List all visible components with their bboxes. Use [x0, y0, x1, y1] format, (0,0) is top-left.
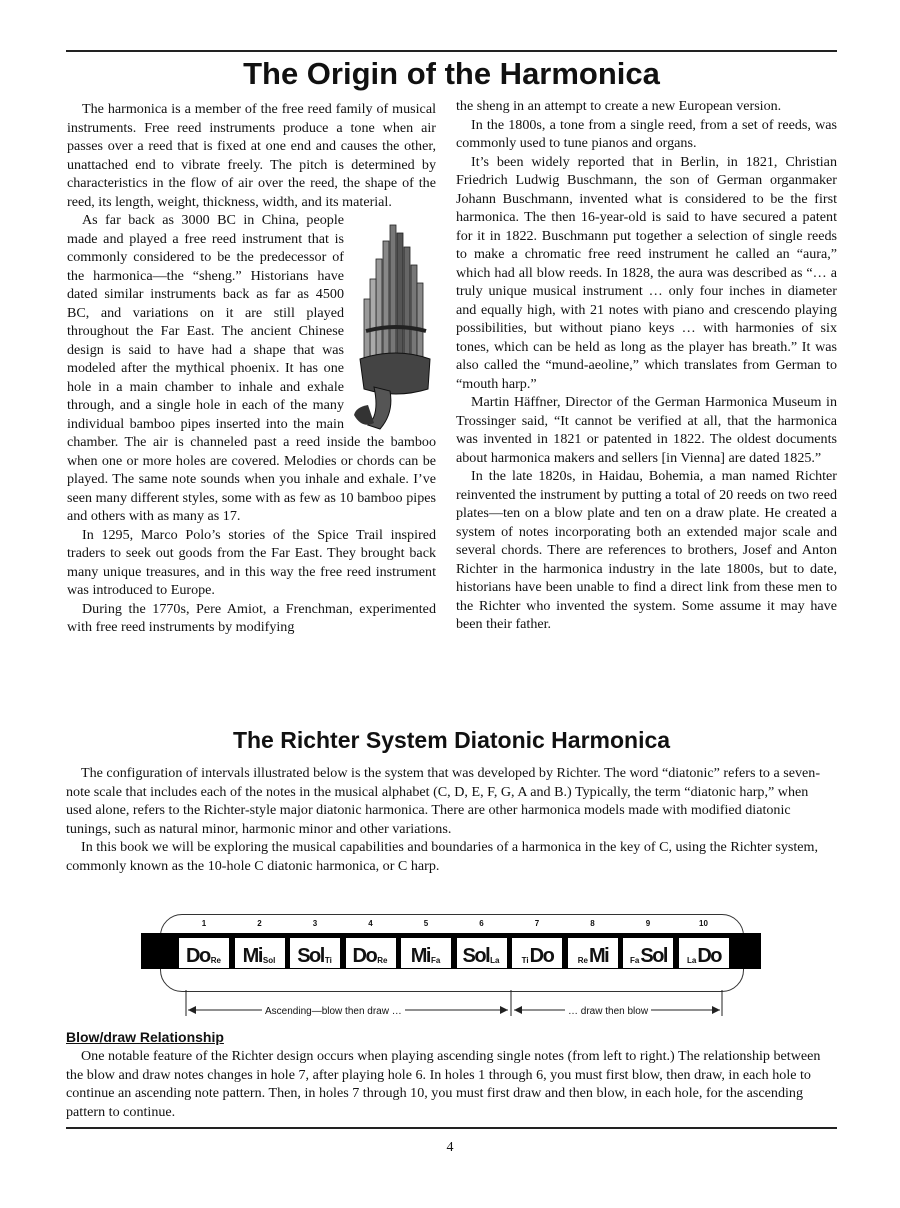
draw-note: Re	[577, 956, 588, 965]
paragraph: During the 1770s, Pere Amiot, a Frenchman, experimented with free reed instruments by modifying	[67, 600, 436, 635]
richter-section-body	[66, 764, 837, 875]
hole-number: 7	[534, 919, 540, 928]
harmonica-hole	[290, 938, 340, 968]
harmonica-hole	[568, 938, 618, 968]
draw-note: La	[686, 956, 697, 965]
paragraph: Martin Häffner, Director of the German Harmonica Museum in Trossinger said, “It cannot be verified at all, that the harmonica was invented in 1821 or patented in 1822. The oldest documents about harmonica makers and sellers [in Vienna] are dated 1825.”	[456, 394, 837, 466]
paragraph: It’s been widely reported that in Berlin, in 1821, Christian Friedrich Ludwig Buschmann, the son of German organmaker Johann Buschmann, invented what is considered to be the first harmonica. The then 16-year-old is said to have secured a patent for it in 1822. Buschmann put together a selection of single reeds to make a chromatic free reed instrument he called an “aura,” which had all blow reeds. In 1828, the aura was described as “… a truly unique musical instrument … only four inches in diameter and equally high, with 21 notes with piano and crescendo playing possibilities, but without piano keys … with harmonies of six tones, which can be held as long as the player has breath.” It was also called the “mund-aeoline,” which translates from German to “mouth harp.”	[456, 153, 837, 392]
paragraph: One notable feature of the Richter design occurs when playing ascending single notes (from left to right.) The relationship between the blow and draw notes changes in hole 7, after playing hole 6. In holes 1 through 6, you must first blow, then draw, in each hole to continue an ascending note pattern. Then, in holes 7 through 10, you must first draw and then blow, in each hole, for the ascending pattern to continue.	[66, 1048, 821, 1120]
ascending-label-left: Ascending—blow then draw …	[262, 1006, 405, 1017]
draw-note: Ti	[324, 956, 332, 965]
hole-number: 1	[201, 919, 207, 928]
draw-note: Fa	[430, 956, 441, 965]
page-title: The Origin of the Harmonica	[243, 56, 660, 91]
draw-note: Re	[210, 956, 221, 965]
harmonica-hole	[179, 938, 229, 968]
paragraph: the sheng in an attempt to create a new European version.	[456, 98, 782, 114]
draw-note: Fa	[630, 956, 640, 965]
harmonica-hole	[457, 938, 507, 968]
hole-number: 4	[368, 919, 373, 928]
sheng-illustration	[350, 219, 442, 431]
hole-number: 9	[645, 919, 651, 928]
paragraph: In this book we will be exploring the musical capabilities and boundaries of a harmonica in the key of C, using the Richter system, commonly known as the 10-hole C diatonic harmonica, or C harp.	[66, 839, 819, 874]
bottom-rule	[66, 1127, 837, 1129]
blow-note: Sol	[462, 945, 490, 967]
ascending-arrows	[176, 990, 736, 1026]
hole-numbers	[176, 919, 731, 931]
hole-number: 8	[590, 919, 595, 928]
draw-note: Ti	[521, 956, 529, 965]
blow-note: Do	[352, 945, 377, 967]
blow-note: Sol	[640, 945, 667, 967]
page-number: 4	[446, 1140, 454, 1155]
blow-note: Sol	[297, 945, 324, 967]
hole-number: 2	[257, 919, 262, 928]
hole-number: 3	[312, 919, 318, 928]
section-title: The Richter System Diatonic Harmonica	[232, 727, 671, 753]
right-column	[456, 97, 837, 634]
harmonica-hole	[679, 938, 729, 968]
harmonica-hole	[512, 938, 562, 968]
harmonica-hole	[346, 938, 396, 968]
blow-draw-title: Blow/draw Relationship	[66, 1029, 224, 1045]
blow-note: Mi	[410, 945, 430, 967]
left-column	[67, 100, 436, 637]
harmonica-hole	[235, 938, 285, 968]
paragraph: In the 1800s, a tone from a single reed, from a set of reeds, was commonly used to tune pianos and organs.	[456, 116, 837, 151]
draw-note: La	[490, 956, 500, 965]
hole-number: 6	[479, 919, 484, 928]
hole-number: 10	[699, 919, 708, 928]
harmonica-holes	[176, 933, 731, 969]
blow-draw-body	[66, 1047, 837, 1121]
paragraph: In the late 1820s, in Haidau, Bohemia, a man named Richter reinvented the instrument by putting a total of 20 reeds on two reed plates—ten on a blow plate and ten on a draw plate. He created a system of notes incorporating both an extended major scale and several chords. There are references to brothers, Josef and Anton Richter in the harmonica industry in the late 1800s, but to date, historians have been unable to find a direct link from these men to the Richter who invented the system. Some assume it may have been their father.	[456, 468, 837, 632]
ascending-label-right: … draw then blow	[565, 1006, 651, 1017]
hole-number: 5	[423, 919, 429, 928]
harmonica-hole	[401, 938, 451, 968]
paragraph: As far back as 3000 BC in China, people made and played a free reed instrument that is commonly considered to be the predecessor of the harmonica—the “sheng.” Historians have dated similar instruments back as far as 4500 BC, and variations on it are still played throughout the Far East. The ancient Chinese design is said to have had a shape that was modeled after the mythical phoenix. It has one hole in a main chamber to inhale and exhale through, and a single hole in each of the many individual bamboo pipes inserted into the main chamber. The air is channeled past a reed inside the bamboo when one or more holes are covered. Melodies or chords can be played. The same note sounds when you inhale and exhale. I’ve seen many different styles, some with as few as 10 bamboo pipes and others with as many as 17.	[67, 212, 436, 524]
blow-note: Do	[529, 945, 554, 967]
draw-note: Sol	[262, 956, 276, 965]
blow-note: Mi	[242, 945, 262, 967]
blow-note: Do	[186, 945, 210, 967]
paragraph: In 1295, Marco Polo’s stories of the Spice Trail inspired traders to seek out goods from the Far East. They brought back many unique treasures, and in this way the free reed instrument was introduced to Europe.	[67, 526, 436, 598]
blow-note: Mi	[589, 945, 609, 967]
draw-note: Re	[377, 956, 388, 965]
blow-note: Do	[697, 945, 721, 967]
harmonica-hole	[623, 938, 673, 968]
paragraph: The configuration of intervals illustrated below is the system that was developed by Richter. The word “diatonic” refers to a seven-note scale that includes each of the notes in the musical alphabet (C, D, E, F, G, A and B.) Typically, the term “diatonic harp,” when used alone, refers to the Richter-style major diatonic harmonica. There are other harmonica models made with modified diatonic tunings, such as natural minor, harmonic minor and other variations.	[66, 765, 821, 837]
paragraph: The harmonica is a member of the free reed family of musical instruments. Free reed instruments produce a tone when air passes over a reed that is fixed at one end and causes the other, unattached end to vibrate freely. The pitch is determined by characteristics in the flow of air over the reed, the shape of the reed, its length, weight, thickness, width, and its material.	[67, 101, 436, 210]
